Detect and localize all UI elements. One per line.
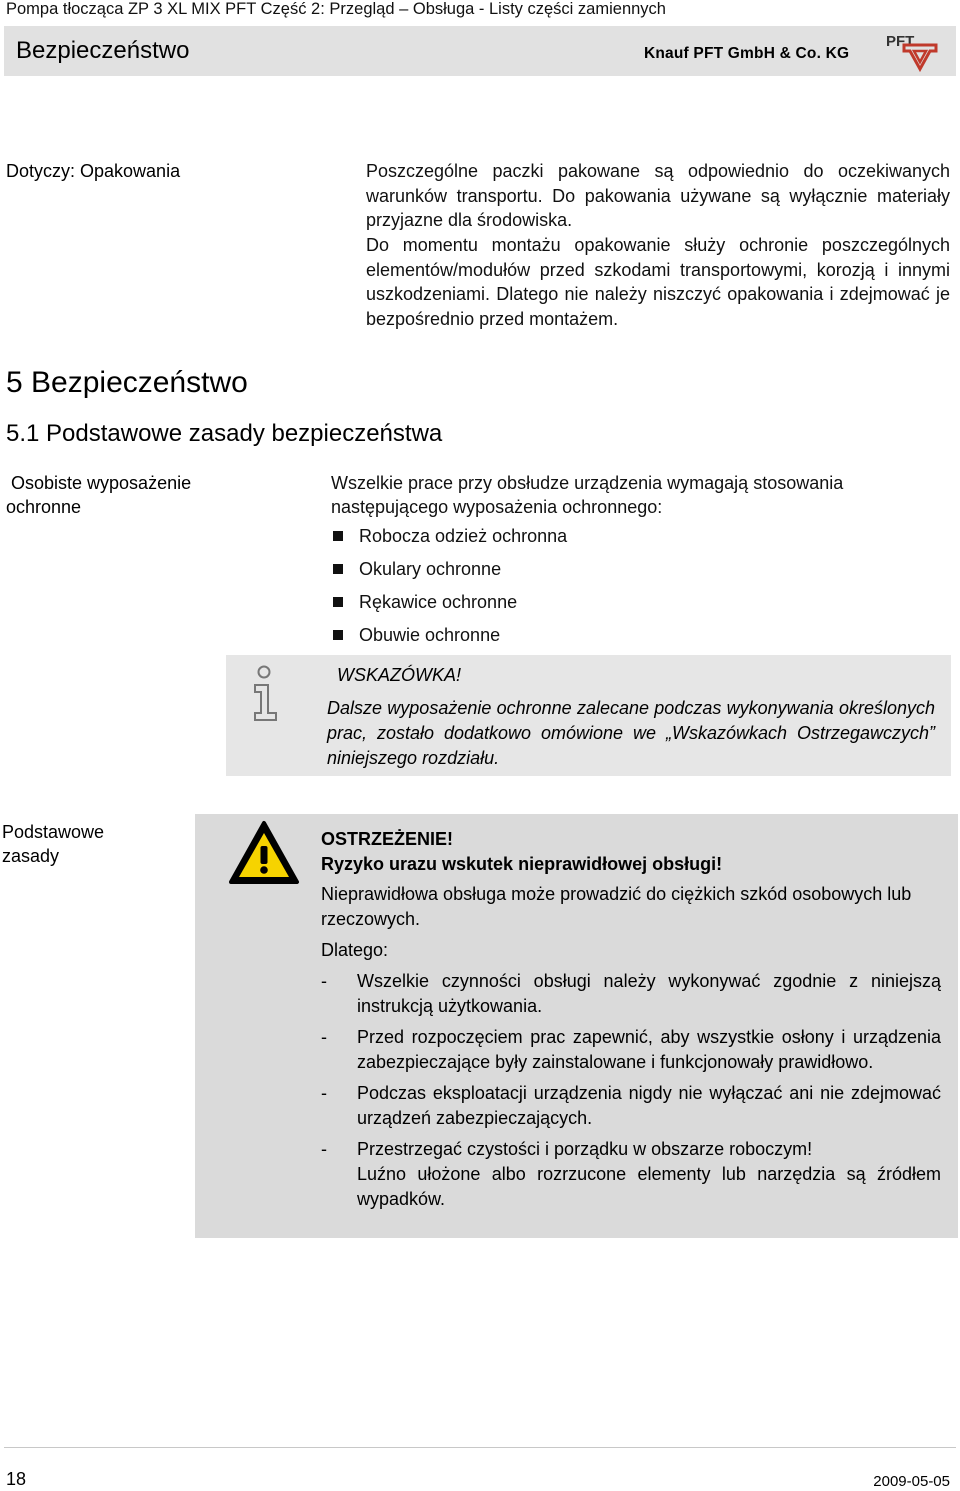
list-item: - Wszelkie czynności obsługi należy wykonywać zgodnie z niniejszą instrukcją użytkowania. <box>321 971 941 1016</box>
warning-content <box>321 824 941 1218</box>
bullet-square-icon <box>333 597 343 607</box>
ppe-label-line-1: Osobiste wyposażenie <box>11 473 192 493</box>
ppe-label <box>6 471 191 519</box>
packaging-paragraph-2: Do momentu montażu opakowanie służy ochronie poszczególnych elementów/modułów przed szkodami transportowymi, korozją i innymi uszkodzeniami. Dlatego nie należy niszczyć opakowania i zdejmować je bezpośrednio przed montażem. <box>366 235 950 329</box>
warning-description: Nieprawidłowa obsługa może prowadzić do ciężkich szkód osobowych lub rzeczowych. <box>321 884 912 929</box>
logo-text: PFT <box>886 33 915 50</box>
warning-subtitle: Ryzyko urazu wskutek nieprawidłowej obsługi! <box>321 854 723 874</box>
therefore-label: Dlatego: <box>321 940 389 960</box>
section-heading: 5.1 Podstawowe zasady bezpieczeństwa <box>6 420 443 447</box>
bullet-square-icon <box>333 564 343 574</box>
list-item: Rękawice ochronne <box>331 590 891 623</box>
list-item: Obuwie ochronne <box>331 623 891 656</box>
basic-rules-label: Podstawowe zasady <box>2 822 105 866</box>
section-title: Bezpieczeństwo <box>16 37 190 64</box>
bullet-square-icon <box>333 531 343 541</box>
note-text: Dalsze wyposażenie ochronne zalecane podczas wykonywania określonych prac, zostało dodatkowo omówione we „Wskazówkach Ostrzegawczych” niniejszego rozdziału. <box>327 698 935 768</box>
pft-logo <box>880 31 940 75</box>
document-title: Pompa tłocząca ZP 3 XL MIX PFT Część 2: Przegląd – Obsługa - Listy części zamiennych <box>6 0 666 18</box>
bullet-square-icon <box>333 630 343 640</box>
footer-divider <box>4 1447 956 1448</box>
footer-date: 2009-05-05 <box>873 1473 950 1490</box>
company-name: Knauf PFT GmbH & Co. KG <box>644 45 850 62</box>
page-number: 18 <box>6 1469 27 1489</box>
warning-title: OSTRZEŻENIE! <box>321 829 454 849</box>
ppe-intro: Wszelkie prace przy obsłudze urządzenia wymagają stosowania następującego wyposażenia ochronnego: <box>331 473 844 517</box>
packaging-label: Dotyczy: Opakowania <box>6 161 181 181</box>
warning-triangle-icon <box>228 820 300 886</box>
list-item: Okulary ochronne <box>331 557 891 590</box>
note-title: WSKAZÓWKA! <box>337 665 462 685</box>
list-item: - Przed rozpoczęciem prac zapewnić, aby wszystkie osłony i urządzenia zabezpieczające były zainstalowane i funkcjonowały prawidłowo. <box>321 1027 941 1072</box>
chapter-heading: 5 Bezpieczeństwo <box>6 366 248 399</box>
list-item: - Przestrzegać czystości i porządku w obszarze roboczym! Luźno ułożone albo rozrzucone elementy lub narzędzia są źródłem wypadków. <box>321 1139 941 1209</box>
ppe-label-line-2: ochronne <box>6 497 82 517</box>
list-item: - Podczas eksploatacji urządzenia nigdy nie wyłączać ani nie zdejmować urządzeń zabezpieczających. <box>321 1083 941 1128</box>
list-item: Robocza odzież ochronna <box>331 524 891 557</box>
info-icon <box>250 665 282 723</box>
warning-list <box>321 969 941 1212</box>
ppe-list <box>331 524 891 656</box>
packaging-paragraph-1: Poszczególne paczki pakowane są odpowiednio do oczekiwanych warunków transportu. Do pakowania używane są wyłącznie materiały przyjazne dla środowiska. <box>366 161 950 230</box>
